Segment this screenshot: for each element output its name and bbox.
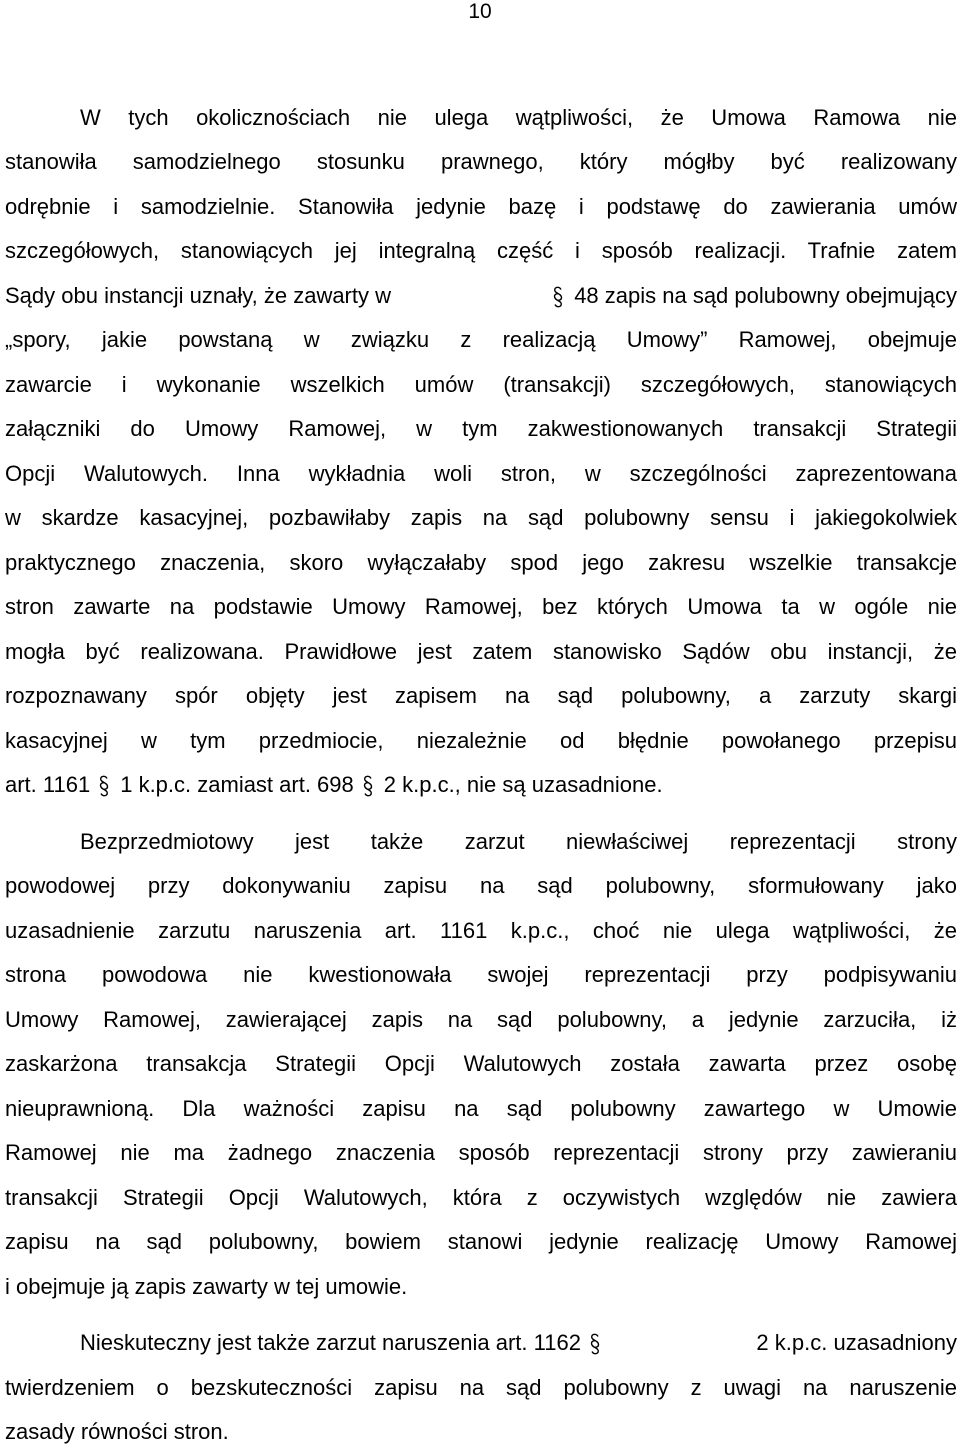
text-fragment: 48 zapis na sąd polubowny obejmujący: [574, 283, 957, 308]
text-line: W tych okolicznościach nie ulega wątpliwości, że Umowa Ramowa nie: [80, 105, 957, 130]
text-fragment: Nieskuteczny jest także zarzut naruszenia art. 1162: [80, 1330, 581, 1355]
text-line: mogła być realizowana. Prawidłowe jest zatem stanowisko Sądów obu instancji, że: [5, 639, 957, 664]
text-fragment: 2 k.p.c. uzasadniony: [756, 1330, 957, 1355]
text-line: szczegółowych, stanowiących jej integralną część i sposób realizacji. Trafnie zatem: [5, 238, 957, 263]
text-line: zawarcie i wykonanie wszelkich umów (transakcji) szczegółowych, stanowiących: [5, 372, 957, 397]
text-line: uzasadnienie zarzutu naruszenia art. 1161 k.p.c., choć nie ulega wątpliwości, że: [5, 918, 957, 943]
text-line: zaskarżona transakcja Strategii Opcji Walutowych została zawarta przez osobę: [5, 1051, 957, 1076]
text-line: Umowy Ramowej, zawierającej zapis na sąd polubowny, a jedynie zarzuciła, iż: [5, 1007, 957, 1032]
text-line: i obejmuje ją zapis zawarty w tej umowie.: [5, 1274, 408, 1299]
section-sign-icon: [550, 285, 566, 307]
section-sign-icon: [96, 774, 112, 796]
text-line: zasady równości stron.: [5, 1419, 229, 1444]
text-line: zapisu na sąd polubowny, bowiem stanowi jedynie realizację Umowy Ramowej: [5, 1229, 957, 1254]
text-line: [5, 281, 957, 311]
text-line: załączniki do Umowy Ramowej, w tym zakwestionowanych transakcji Strategii: [5, 416, 957, 441]
text-line: transakcji Strategii Opcji Walutowych, która z oczywistych względów nie zawiera: [5, 1185, 957, 1210]
text-fragment: 2 k.p.c., nie są uzasadnione.: [383, 772, 663, 797]
text-line: odrębnie i samodzielnie. Stanowiła jedynie bazę i podstawę do zawierania umów: [5, 194, 957, 219]
text-fragment: Sądy obu instancji uznały, że zawarty w: [5, 283, 391, 308]
page-number: 10: [468, 0, 492, 23]
section-sign-icon: [587, 1332, 603, 1354]
section-sign-icon: [360, 774, 376, 796]
text-line: nieuprawnioną. Dla ważności zapisu na sąd polubowny zawartego w Umowie: [5, 1096, 957, 1121]
text-fragment: [80, 1328, 611, 1358]
text-line: twierdzeniem o bezskuteczności zapisu na sąd polubowny z uwagi na naruszenie: [5, 1375, 957, 1400]
text-line: stanowiła samodzielnego stosunku prawnego, który mógłby być realizowany: [5, 149, 957, 174]
text-line: „spory, jakie powstaną w związku z realizacją Umowy” Ramowej, obejmuje: [5, 327, 957, 352]
text-fragment: 1 k.p.c. zamiast art. 698: [120, 772, 354, 797]
text-fragment: art. 1161: [5, 772, 91, 797]
text-line: Opcji Walutowych. Inna wykładnia woli stron, w szczególności zaprezentowana: [5, 461, 957, 486]
text-line: w skardze kasacyjnej, pozbawiłaby zapis na sąd polubowny sensu i jakiegokolwiek: [5, 505, 957, 530]
text-line: powodowej przy dokonywaniu zapisu na sąd polubowny, sformułowany jako: [5, 873, 957, 898]
text-line: rozpoznawany spór objęty jest zapisem na sąd polubowny, a zarzuty skargi: [5, 683, 957, 708]
text-line: kasacyjnej w tym przedmiocie, niezależnie od błędnie powołanego przepisu: [5, 728, 957, 753]
text-line: Ramowej nie ma żadnego znaczenia sposób reprezentacji strony przy zawieraniu: [5, 1140, 957, 1165]
text-fragment: [544, 281, 957, 311]
text-line: stron zawarte na podstawie Umowy Ramowej, bez których Umowa ta w ogóle nie: [5, 594, 957, 619]
text-line: Bezprzedmiotowy jest także zarzut niewłaściwej reprezentacji strony: [80, 829, 957, 854]
text-line: [5, 770, 957, 800]
text-line: strona powodowa nie kwestionowała swojej reprezentacji przy podpisywaniu: [5, 962, 957, 987]
text-line: [80, 1328, 957, 1358]
text-line: praktycznego znaczenia, skoro wyłączałaby spod jego zakresu wszelkie transakcje: [5, 550, 957, 575]
